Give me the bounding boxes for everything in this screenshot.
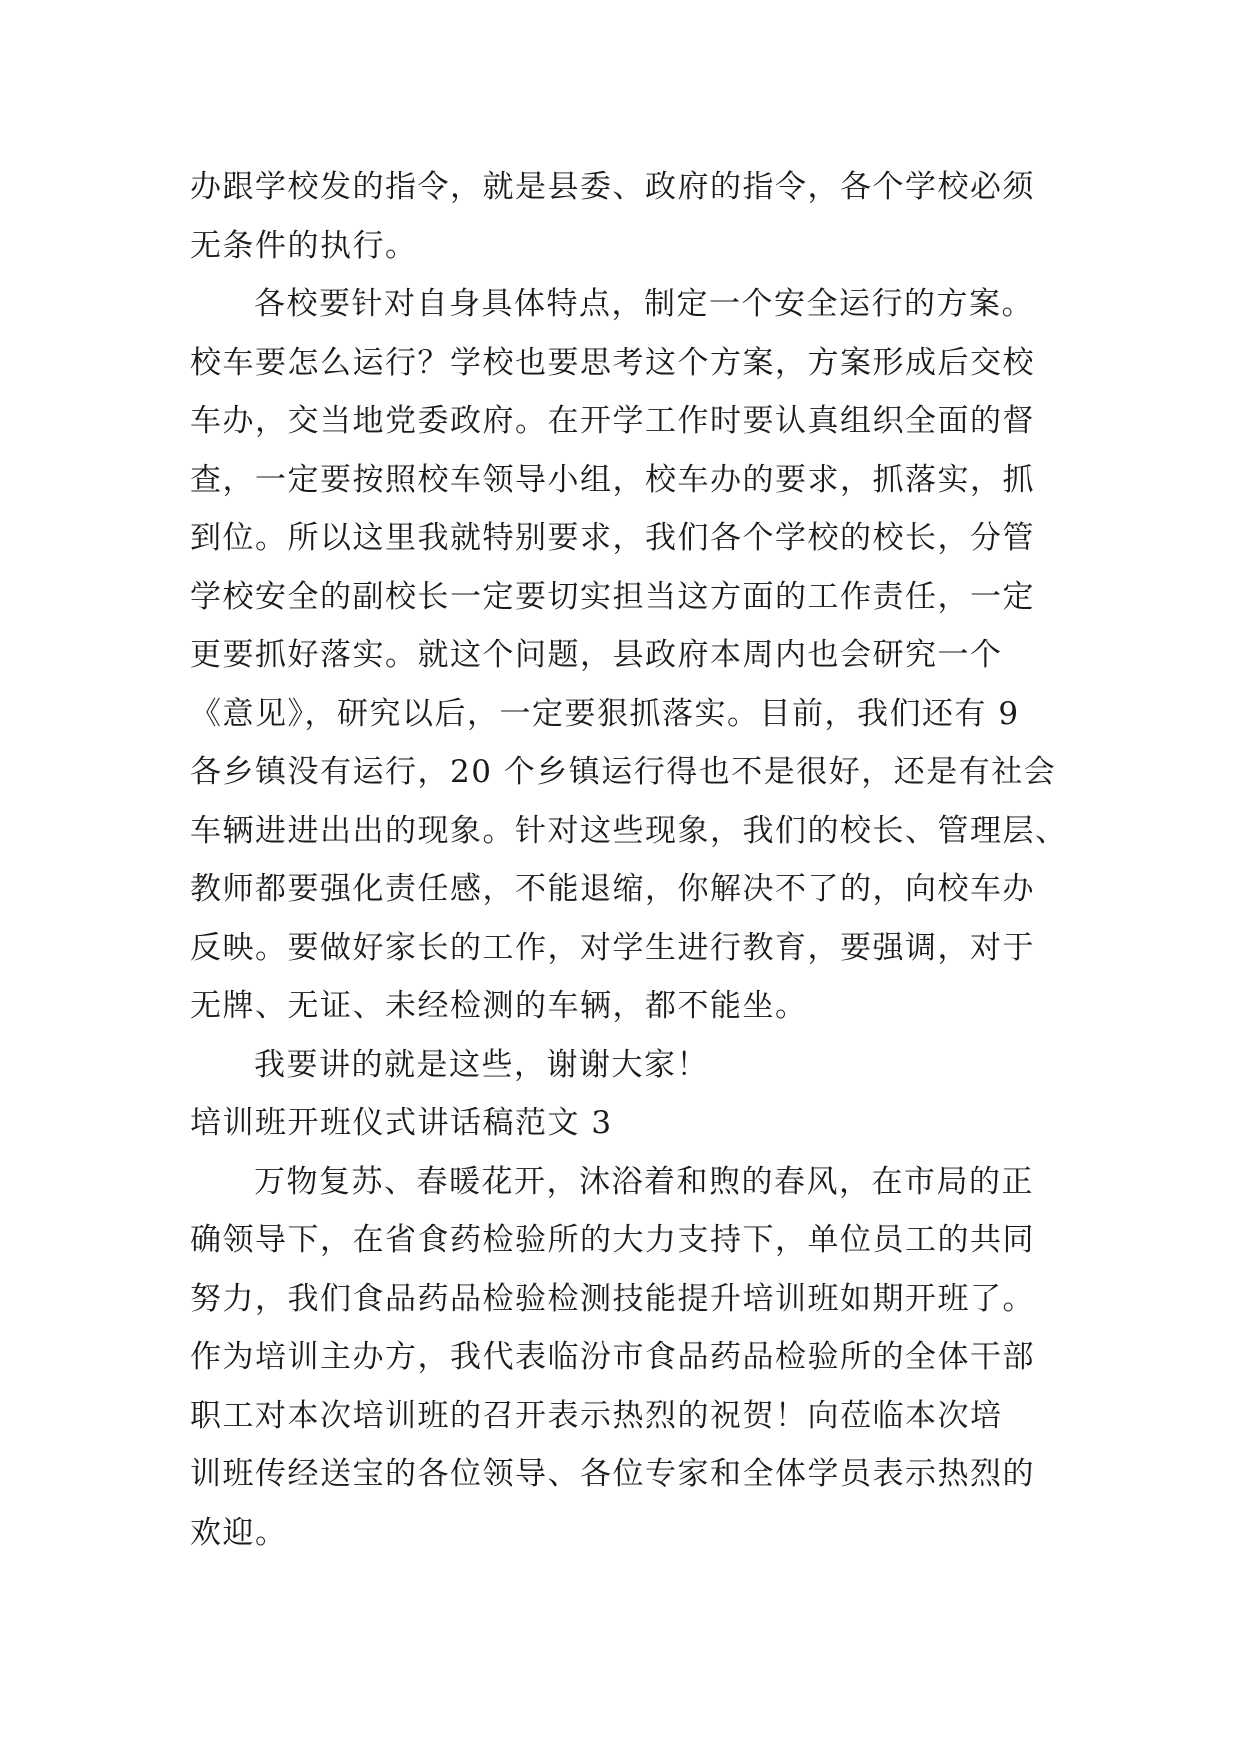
text-line: 车辆进进出出的现象。针对这些现象，我们的校长、管理层、 <box>190 812 1068 849</box>
text-line: 学校安全的副校长一定要切实担当这方面的工作责任，一定 <box>190 578 1035 615</box>
text-line: 车办，交当地党委政府。在开学工作时要认真组织全面的督 <box>190 403 1035 439</box>
text-line: 我要讲的就是这些，谢谢大家！ <box>254 1046 709 1083</box>
text-line: 欢迎。 <box>190 1514 288 1551</box>
text-line: 培训班开班仪式讲话稿范文 3 <box>190 1105 613 1141</box>
text-line: 确领导下，在省食药检验所的大力支持下，单位员工的共同 <box>190 1222 1035 1258</box>
text-line: 《意见》，研究以后，一定要狠抓落实。目前，我们还有 9 <box>190 695 1020 732</box>
text-line: 作为培训主办方，我代表临汾市食品药品检验所的全体干部 <box>190 1339 1035 1375</box>
text-line: 办跟学校发的指令，就是县委、政府的指令，各个学校必须 <box>190 169 1035 205</box>
text-line: 校车要怎么运行？学校也要思考这个方案，方案形成后交校 <box>190 344 1035 381</box>
text-line: 训班传经送宝的各位领导、各位专家和全体学员表示热烈的 <box>190 1456 1035 1492</box>
text-line: 各乡镇没有运行，20 个乡镇运行得也不是很好，还是有社会 <box>190 754 1057 790</box>
text-line: 无条件的执行。 <box>190 227 418 264</box>
text-line: 努力，我们食品药品检验检测技能提升培训班如期开班了。 <box>190 1280 1035 1317</box>
text-line: 各校要针对自身具体特点，制定一个安全运行的方案。 <box>254 286 1034 322</box>
text-line: 到位。所以这里我就特别要求，我们各个学校的校长，分管 <box>190 520 1035 556</box>
text-line: 教师都要强化责任感，不能退缩，你解决不了的，向校车办 <box>190 871 1035 907</box>
text-line: 反映。要做好家长的工作，对学生进行教育，要强调，对于 <box>190 929 1035 966</box>
text-line: 职工对本次培训班的召开表示热烈的祝贺！向莅临本次培 <box>190 1397 1003 1434</box>
document-body <box>190 158 1068 1562</box>
text-line: 万物复苏、春暖花开，沐浴着和煦的春风，在市局的正 <box>254 1163 1034 1200</box>
text-line: 无牌、无证、未经检测的车辆，都不能坐。 <box>190 988 808 1024</box>
text-line: 更要抓好落实。就这个问题，县政府本周内也会研究一个 <box>190 637 1003 673</box>
text-line: 查，一定要按照校车领导小组，校车办的要求，抓落实，抓 <box>190 461 1035 498</box>
